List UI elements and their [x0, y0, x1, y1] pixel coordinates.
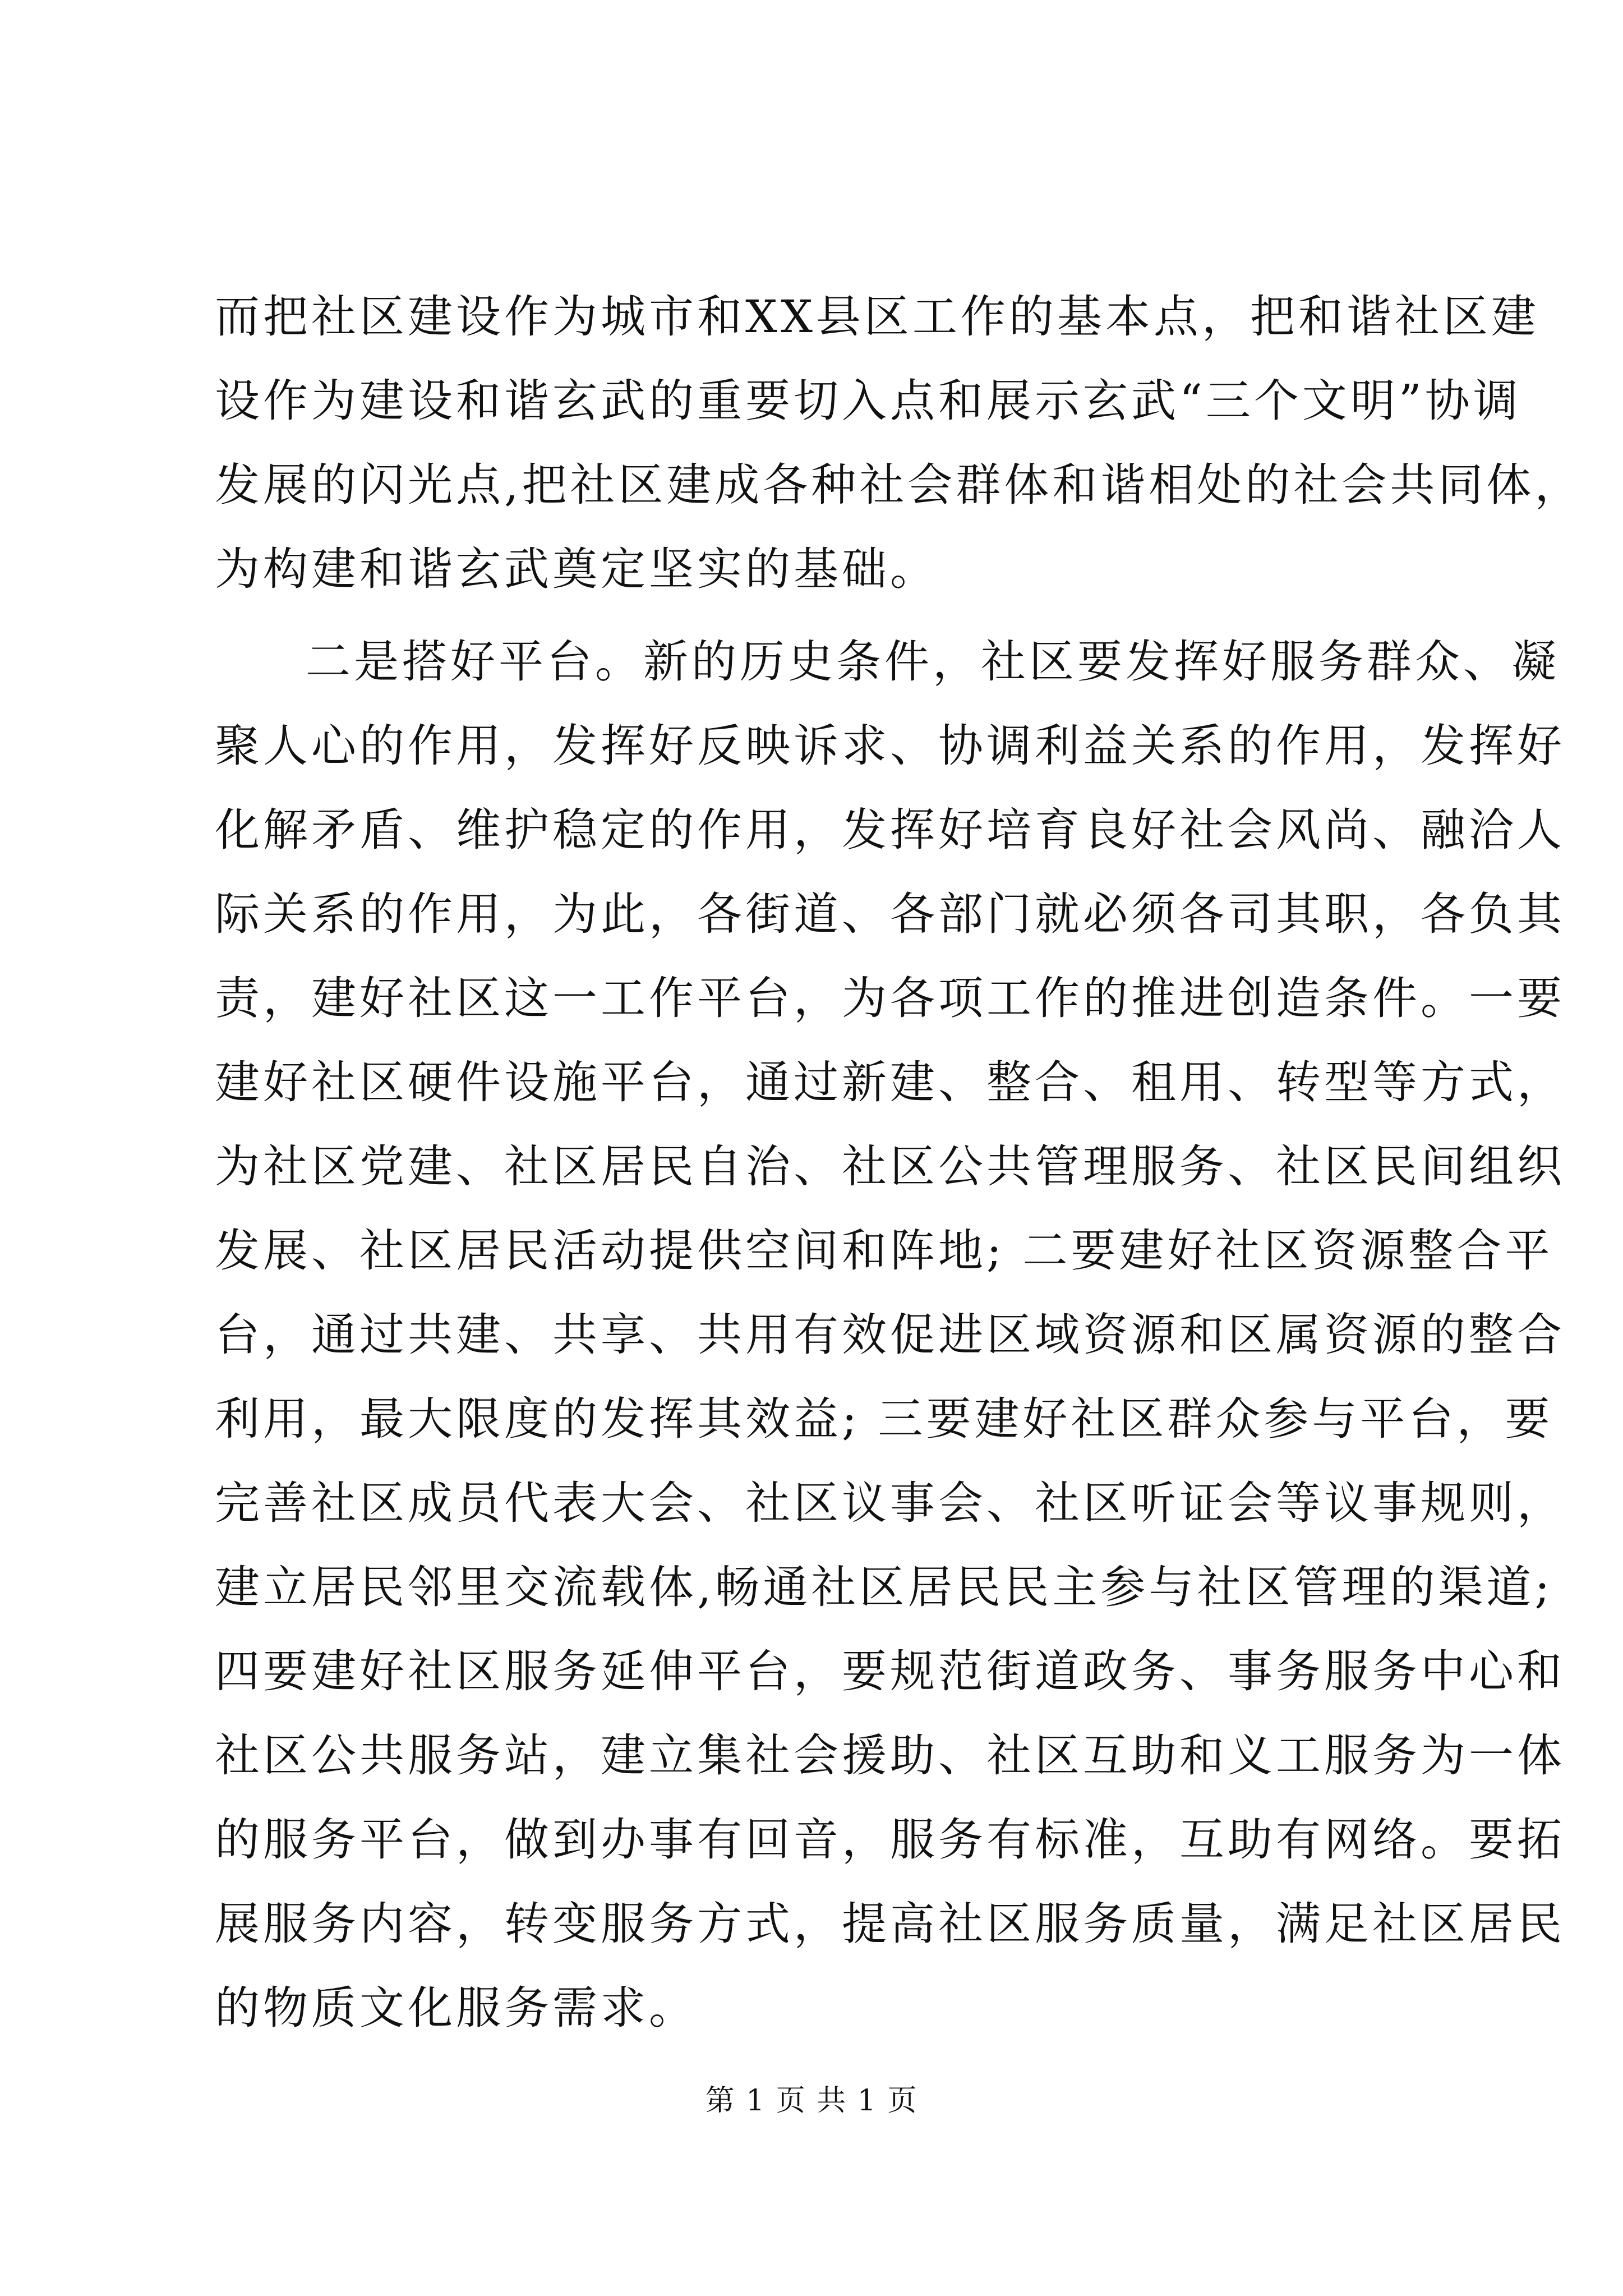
paragraph-2-line-5: 责，建好社区这一工作平台，为各项工作的推进创造条件。一要 [215, 972, 1565, 1024]
paragraph-2-line-11: 完善社区成员代表大会、社区议事会、社区听证会等议事规则， [215, 1477, 1565, 1529]
paragraph-1-line-4: 为构建和谐玄武奠定坚实的基础。 [215, 543, 938, 595]
paragraph-2-line-16: 展服务内容，转变服务方式，提高社区服务质量，满足社区居民 [215, 1898, 1565, 1950]
paragraph-2-line-17: 的物质文化服务需求。 [215, 1982, 697, 2034]
paragraph-1-line-1: 而把社区建设作为城市和XX县区工作的基本点，把和谐社区建 [215, 291, 1539, 343]
paragraph-2-line-2: 聚人心的作用，发挥好反映诉求、协调利益关系的作用，发挥好 [215, 720, 1565, 772]
paragraph-2-line-14: 社区公共服务站，建立集社会援助、社区互助和义工服务为一体 [215, 1729, 1565, 1782]
paragraph-2-line-12: 建立居民邻里交流载体,畅通社区居民民主参与社区管理的渠道; [215, 1561, 1553, 1613]
paragraph-2-line-7: 为社区党建、社区居民自治、社区公共管理服务、社区民间组织 [215, 1140, 1565, 1193]
paragraph-2-line-15: 的服务平台，做到办事有回音，服务有标准，互助有网络。要拓 [215, 1814, 1565, 1866]
paragraph-2-line-3: 化解矛盾、维护稳定的作用，发挥好培育良好社会风尚、融洽人 [215, 804, 1565, 856]
paragraph-2-line-1: 二是搭好平台。新的历史条件，社区要发挥好服务群众、凝 [306, 636, 1560, 688]
paragraph-2-line-4: 际关系的作用，为此，各街道、各部门就必须各司其职，各负其 [215, 888, 1565, 940]
paragraph-2-line-9: 台，通过共建、共享、共用有效促进区域资源和区属资源的整合 [215, 1309, 1565, 1361]
paragraph-1-line-2: 设作为建设和谐玄武的重要切入点和展示玄武“三个文明”协调 [215, 375, 1521, 427]
paragraph-1-line-3: 发展的闪光点,把社区建成各种社会群体和谐相处的社会共同体， [215, 459, 1583, 511]
paragraph-2-line-8: 发展、社区居民活动提供空间和阵地; 二要建好社区资源整合平 [215, 1225, 1553, 1277]
paragraph-2-line-10: 利用，最大限度的发挥其效益; 三要建好社区群众参与平台，要 [215, 1393, 1553, 1445]
paragraph-2-line-6: 建好社区硬件设施平台，通过新建、整合、租用、转型等方式， [215, 1056, 1565, 1108]
page-footer: 第 1 页 共 1 页 [705, 2084, 918, 2118]
paragraph-2-line-13: 四要建好社区服务延伸平台，要规范街道政务、事务服务中心和 [215, 1645, 1565, 1697]
